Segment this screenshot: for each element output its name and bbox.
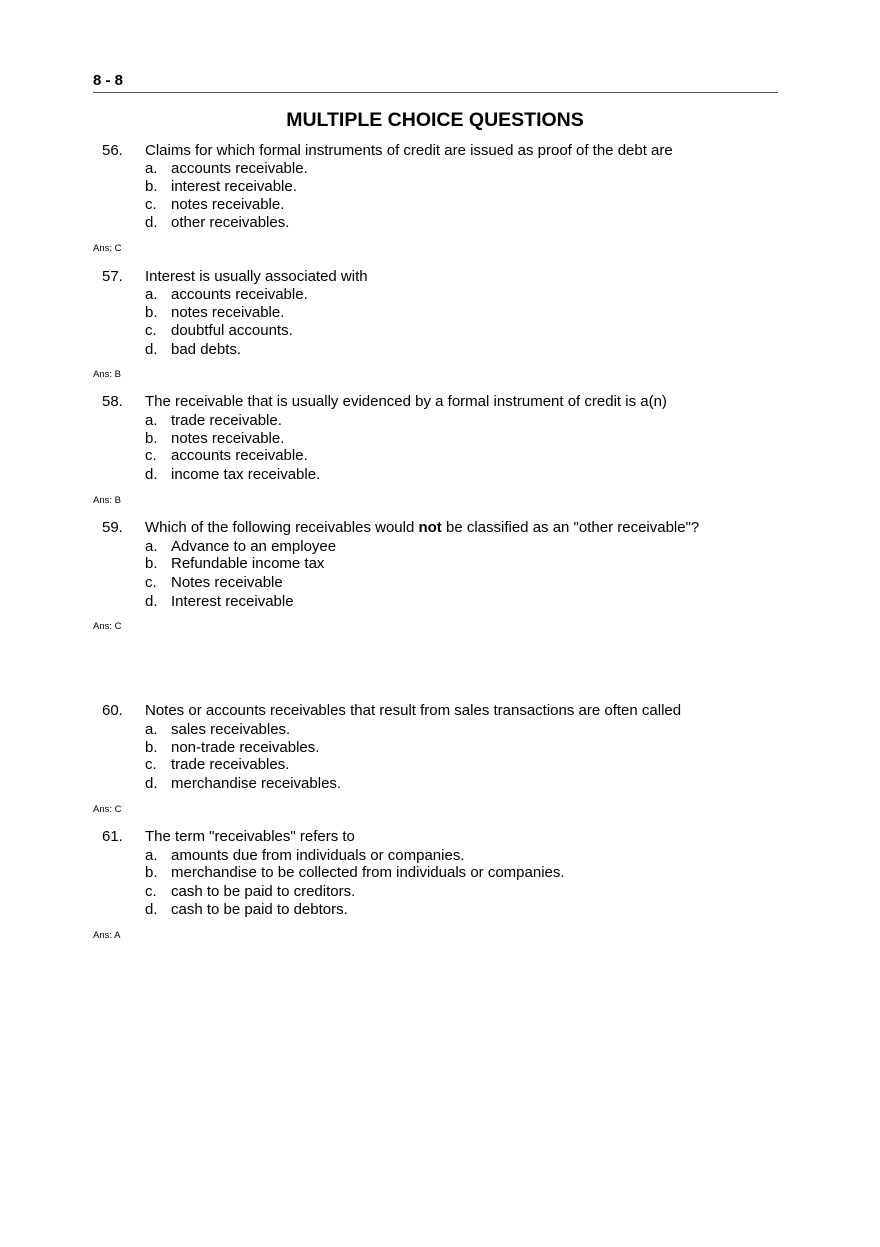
answer-key: Ans: C (93, 621, 122, 632)
question-stem: Interest is usually associated with (145, 268, 368, 285)
page-number: 8 - 8 (93, 72, 124, 89)
option-c: c. cash to be paid to creditors. (145, 883, 356, 900)
option-d: d. other receivables. (145, 214, 290, 231)
option-c: c. notes receivable. (145, 196, 285, 213)
option-b: b. notes receivable. (145, 304, 285, 321)
emphasis-not: not (418, 519, 442, 536)
question-number: 60. (102, 702, 123, 719)
question-stem: The term "receivables" refers to (145, 828, 355, 845)
option-d: d. merchandise receivables. (145, 775, 342, 792)
header-rule (93, 92, 778, 93)
question-number: 59. (102, 519, 123, 536)
question-stem: The receivable that is usually evidenced by a formal instrument of credit is a(n) (145, 393, 667, 410)
answer-key: Ans: B (93, 495, 121, 506)
question-number: 56. (102, 142, 123, 159)
option-a: a. trade receivable. (145, 412, 282, 429)
option-b: b. Refundable income tax (145, 555, 325, 572)
option-c: c. accounts receivable. (145, 447, 308, 464)
option-b: b. interest receivable. (145, 178, 297, 195)
option-b: b. merchandise to be collected from individuals or companies. (145, 864, 565, 881)
question-stem: Claims for which formal instruments of credit are issued as proof of the debt are (145, 142, 673, 159)
question-number: 57. (102, 268, 123, 285)
option-a: a. sales receivables. (145, 721, 291, 738)
option-c: c. trade receivables. (145, 756, 290, 773)
option-d: d. bad debts. (145, 341, 242, 358)
question-stem: Which of the following receivables would not be classified as an "other receivable"? (145, 519, 700, 536)
question-number: 61. (102, 828, 123, 845)
question-stem: Notes or accounts receivables that result from sales transactions are often called (145, 702, 682, 719)
answer-key: Ans: B (93, 369, 121, 380)
option-a: a. Advance to an employee (145, 538, 337, 555)
page-title: MULTIPLE CHOICE QUESTIONS (286, 109, 584, 131)
option-c: c. doubtful accounts. (145, 322, 293, 339)
option-a: a. accounts receivable. (145, 286, 308, 303)
question-number: 58. (102, 393, 123, 410)
answer-key: Ans: A (93, 930, 121, 941)
option-d: d. Interest receivable (145, 593, 294, 610)
option-d: d. cash to be paid to debtors. (145, 901, 348, 918)
option-a: a. amounts due from individuals or companies. (145, 847, 465, 864)
option-d: d. income tax receivable. (145, 466, 321, 483)
option-c: c. Notes receivable (145, 574, 283, 591)
answer-key: Ans: C (93, 243, 122, 254)
option-a: a. accounts receivable. (145, 160, 308, 177)
answer-key: Ans: C (93, 804, 122, 815)
option-b: b. notes receivable. (145, 430, 285, 447)
option-b: b. non-trade receivables. (145, 739, 320, 756)
